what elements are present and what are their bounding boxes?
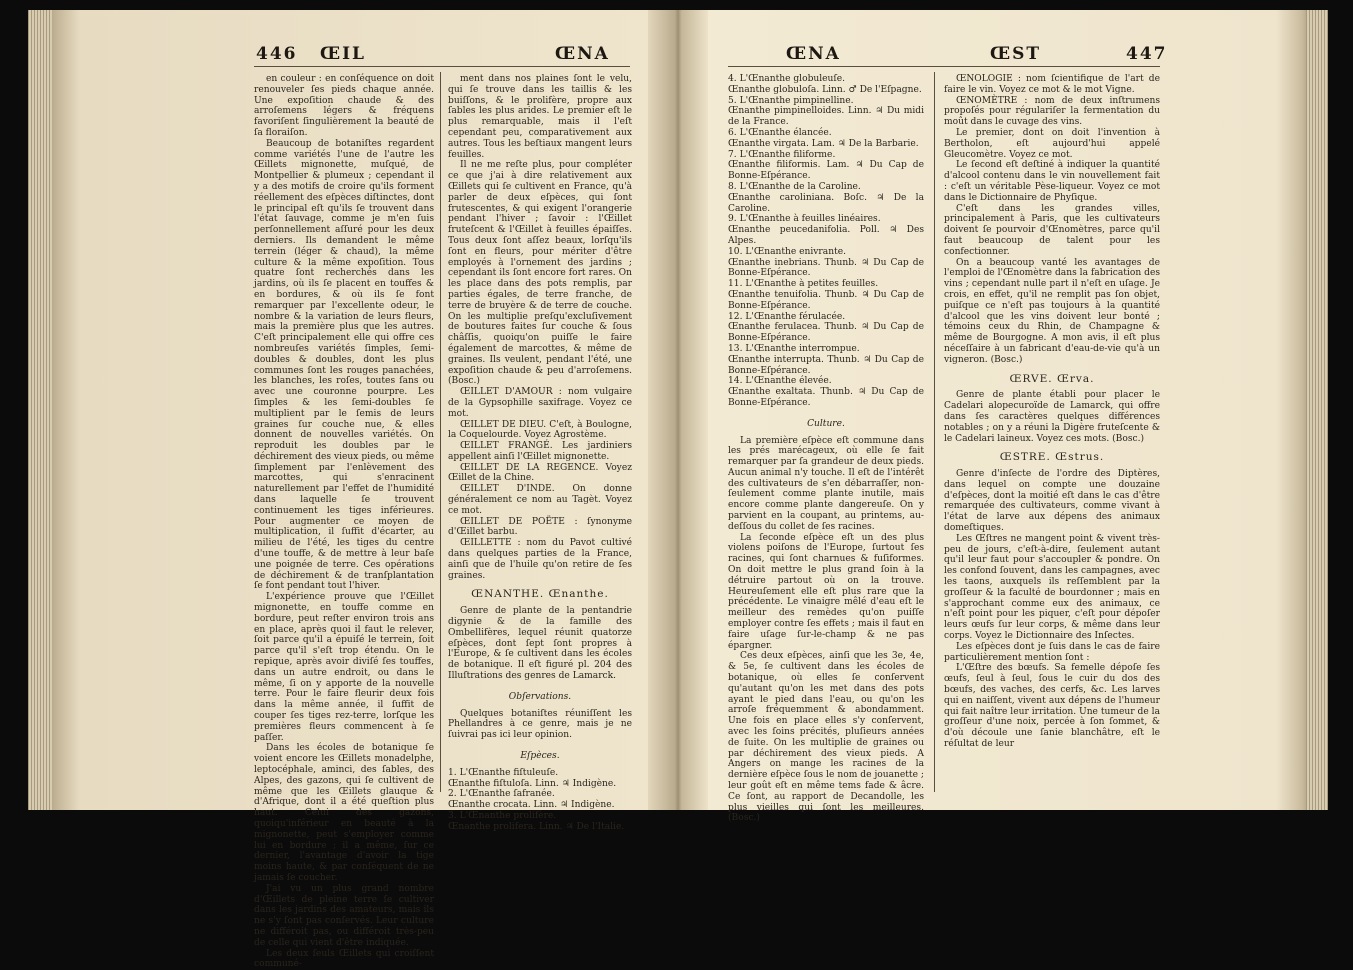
paragraph: Genre de plante de la pentandrie digynie & de la famille des Ombellifères, lequel réunit quatorze eſpèces, dont ſept ſont propres à l'Europe, & ſe cultivent dans les écoles de botanique. Il eſt figuré pl. 204 des Illuſtrations des genres de Lamarck.: [448, 606, 632, 682]
observations-text: Quelques botaniſtes réuniſſent les Phellandres à ce genre, mais je ne ſuivrai pas ici leur opinion.: [448, 708, 632, 741]
species-entry: Œnanthe globuloſa. Linn. ♂ De l'Eſpagne.: [728, 84, 922, 95]
species-entry: 13. L'Œnanthe interrompue.: [728, 343, 860, 354]
observations-heading: Obſervations.: [508, 691, 572, 702]
right-header-right: ŒST: [990, 44, 1041, 64]
species-entry: Œnanthe peucedanifolia. Poll. ♃ Des Alpes.: [728, 225, 924, 246]
entry-paragraph: C'eſt dans les grandes villes, principalement à Paris, que les cultivateurs doivent ſe pourvoir d'Œnomètres, parce qu'il faut beaucoup de talent pour les confectionner.: [944, 203, 1160, 257]
paragraph: Dans les écoles de botanique ſe voient encore les Œillets monadelphe, leptocéphale, aminci, des ſables, des Alpes, des gazons, qui ſe cultivent de même que les Œillets glauque & d'Afrique, dont il a été queſtion plus haut. Celui des gazons, quoiqu'inférieur en beauté à la mignonette, peut s'employer comme lui en bordure ; il a même, ſur ce dernier, l'avantage d'avoir la tige moins haute, & par conſéquent de ne jamais ſe coucher.: [254, 743, 434, 883]
entry-paragraph: ŒILLETTE : nom du Pavot cultivé dans quelques parties de la France, ainſi que de l'huile qu'on retire de ſes graines.: [448, 538, 632, 581]
entry-paragraph: Le ſecond eſt deſtiné à indiquer la quantité d'alcool contenu dans le vin nouvellement fait : c'eſt un véritable Pèse-liqueur. Voyez ce mot dans le Dictionnaire de Phyſique.: [944, 160, 1160, 203]
paragraph: Les Œſtres ne mangent point & vivent très-peu de jours, c'eſt-à-dire, ſeulement autant qu'il leur faut pour s'accoupler & pondre. On les confond ſouvent, dans les campagnes, avec les taons, auxquels ils reſſemblent par la groſſeur & la faculté de bourdonner ; mais en s'approchant comme eux des animaux, ce n'eſt point pour les piquer, c'eſt pour dépoſer leurs œufs ſur leur corps, & même dans leur corps. Voyez le Dictionnaire des Inſectes.: [944, 533, 1160, 642]
paragraph: en couleur : en conſéquence on doit renouveler ſes pieds chaque année. Une expoſition chaude & des arroſemens légers & fréquens favoriſent ſingulièrement la beauté de ſa floraiſon.: [254, 74, 434, 138]
entry-paragraph: Le premier, dont on doit l'invention à Bertholon, eſt aujourd'hui appelé Gleucomètre. Voyez ce mot.: [944, 127, 1160, 160]
species-entry: Œnanthe exaltata. Thunb. ♃ Du Cap de Bonne-Eſpérance.: [728, 387, 924, 408]
left-header-left: ŒIL: [320, 44, 366, 64]
header-rule-right: [728, 66, 1160, 67]
oestre-heading: ŒSTRE. Œstrus.: [999, 451, 1105, 464]
entry-paragraph: ŒILLET DE LA REGENCE. Voyez Œillet de la Chine.: [448, 462, 632, 484]
right-column-2: [944, 74, 1160, 750]
species-entry: Œnanthe interrupta. Thunb. ♃ Du Cap de Bonne-Eſpérance.: [728, 354, 924, 376]
left-column-2: [448, 74, 632, 833]
species-entry: 9. L'Œnanthe à feuilles linéaires.: [728, 214, 881, 225]
entry-paragraph: ŒILLET D'AMOUR : nom vulgaire de la Gypsophille saxifrage. Voyez ce mot.: [448, 387, 632, 419]
species-entry: 12. L'Œnanthe férulacée.: [728, 311, 846, 322]
species-entry: Œnanthe caroliniana. Boſc. ♃ De la Caroline.: [728, 192, 924, 214]
left-page: [28, 10, 648, 970]
entry-paragraph: ŒILLET DE DIEU. C'eſt, à Boulogne, la Coquelourde. Voyez Agrostème.: [448, 419, 632, 441]
entry-paragraph: ŒILLET DE POËTE : ſynonyme d'Œillet barbu.: [448, 516, 632, 538]
paragraph: La ſeconde eſpèce eſt un des plus violens poiſons de l'Europe, ſurtout ſes racines, qui ſont charnues & fuſiformes. On doit mettre le plus grand ſoin à la détruire partout où on la trouve. Heureuſement elle eſt plus rare que la précédente. Le vinaigre mêlé d'eau eſt le meilleur des remèdes qu'on puiſſe employer contre ſes effets ; mais il faut en faire uſage ſur-le-champ & ne pas épargner.: [728, 532, 924, 651]
species-entry: Œnanthe tenuifolia. Thunb. ♃ Du Cap de Bonne-Eſpérance.: [728, 289, 924, 311]
left-column-1: [254, 74, 434, 970]
oerve-text: Genre de plante établi pour placer le Cadelari alopecuroïde de Lamarck, qui offre dans ſes caractères quelques différences notables ; on y a réuni la Digère fruteſcente & le Cadelari laineux. Voyez ces mots. (Bosc.): [944, 390, 1160, 444]
paragraph: J'ai vu un plus grand nombre d'Œillets de pleine terre ſe cultiver dans les jardins des amateurs, mais ils ne s'y ſont pas conſervés. Leur culture ne différoit pas, ou différoit très-peu de celle qui vient d'être indiquée.: [254, 883, 434, 948]
paragraph: L'Œſtre des bœufs. Sa femelle dépoſe ſes œufs, ſeul à ſeul, ſous le cuir du dos des bœufs, des vaches, des cerfs, &c. Les larves qui en naiſſent, vivent aux dépens de l'humeur qui fait naître leur irritation. Une tumeur de la groſſeur d'une noix, percée à ſon ſommet, & d'où découle une ſanie blanchâtre, eſt le réſultat de leur: [944, 663, 1160, 750]
species-entry: 10. L'Œnanthe enivrante.: [728, 246, 846, 257]
paragraph: L'expérience prouve que l'Œillet mignonette, en touffe comme en bordure, peut reſter environ trois ans en place, après quoi il faut le relever, ſoit parce qu'il a épuiſé le terrein, ſoit parce qu'il s'eſt trop étendu. On le repique, après avoir diviſé ſes touffes, dans un autre endroit, ou dans le même, ſi on y apporte de la nouvelle terre. Pour le faire fleurir deux fois dans la même année, il ſuffit de couper ſes tiges rez-terre, lorſque les premières fleurs commencent à ſe paſſer.: [254, 592, 434, 743]
book-gutter: [648, 10, 708, 810]
oerve-heading: ŒRVE. Œrva.: [1009, 372, 1095, 385]
species-entry: Œnanthe virgata. Lam. ♃ De la Barbarie.: [728, 138, 919, 149]
paragraph: Les deux ſeuls Œillets qui croiſſent communé-: [254, 948, 434, 970]
species-entry: 4. L'Œnanthe globuleuſe.: [728, 74, 846, 84]
species-entry: 1. L'Œnanthe fiſtuleuſe.: [448, 767, 559, 778]
right-page: [708, 10, 1328, 824]
left-header-right: ŒNA: [555, 44, 610, 64]
paragraph: Les eſpèces dont je ſuis dans le cas de faire particulièrement mention ſont :: [944, 641, 1160, 663]
species-entry: 3. L'Œnanthe prolifère.: [448, 811, 557, 821]
species-entry: Œnanthe crocata. Linn. ♃ Indigène.: [448, 800, 615, 811]
species-entry: Œnanthe prolifera. Linn. ♃ De l'Italie.: [448, 821, 625, 832]
open-book: [28, 10, 1328, 970]
entry-paragraph: ŒNOLOGIE : nom ſcientifique de l'art de faire le vin. Voyez ce mot & le mot Vigne.: [944, 74, 1160, 95]
species-entry: 2. L'Œnanthe ſafranée.: [448, 789, 555, 800]
species-entry: Œnanthe inebrians. Thunb. ♃ Du Cap de Bonne-Eſpérance.: [728, 257, 924, 279]
species-entry: Œnanthe filiformis. Lam. ♃ Du Cap de Bonne-Eſpérance.: [728, 160, 924, 182]
culture-heading: Culture.: [807, 418, 845, 429]
oenanthe-heading: ŒNANTHE. Œnanthe.: [471, 588, 609, 601]
entry-paragraph: ŒILLET FRANGÉ. Les jardiniers appellent ainſi l'Œillet mignonette.: [448, 441, 632, 462]
especes-heading: Eſpèces.: [520, 751, 560, 762]
paragraph: La première eſpèce eſt commune dans les prés marécageux, où elle ſe fait remarquer par ſa grandeur de deux pieds. Aucun animal n'y touche. Il eſt de l'intérêt des cultivateurs de s'en débarraſſer, non-ſeulement comme plante inutile, mais encore comme plante dangereuſe. On y parvient en la coupant, au printems, au-deſſous du collet de ſes racines.: [728, 435, 924, 532]
species-entry: Œnanthe ferulacea. Thunb. ♃ Du Cap de Bonne-Eſpérance.: [728, 322, 924, 344]
paragraph: Beaucoup de botaniſtes regardent comme variétés l'une de l'autre les Œillets mignonette, muſqué, de Montpellier & plumeux ; cependant il y a des motifs de croire qu'ils forment réellement des eſpèces diſtinctes, dont le principal eſt qu'ils ſe trouvent dans l'état ſauvage, comme je m'en ſuis perſonnellement aſſuré pour les deux derniers. Ils demandent le même terrein (léger & chaud), la même culture & la même expoſition. Tous quatre ſont recherchés dans les jardins, où ils ſe placent en touffes & en bordures, & où ils ſe font remarquer par l'excellente odeur, le nombre & la variation de leurs fleurs, mais la première plus que les autres. C'eſt principalement elle qui offre ces nombreuſes variétés ſimples, ſemi-doubles & doubles, dont les plus communes ſont les rouges panachées, les blanches, les roſes, toutes ſans ou avec une couronne pourpre. Les ſimples & les ſemi-doubles ſe multiplient par le ſemis de leurs graines ſur couche nue, & elles donnent de nouvelles variétés. On reproduit les doubles par le déchirement des vieux pieds, ou même ſimplement par l'enlèvement des marcottes, qui s'enracinent naturellement par l'effet de l'humidité dans laquelle ſe trouvent continuement les tiges inférieures. Pour augmenter ce moyen de multiplication, il ſuffit d'écarter, au milieu de l'été, les tiges du centre d'une touffe, & de mettre à leur baſe une poignée de terre. Ces opérations de déchirement & de tranſplantation ſe font pendant tout l'hiver.: [254, 138, 434, 592]
species-entry: 7. L'Œnanthe filiforme.: [728, 149, 836, 160]
header-rule: [254, 66, 630, 67]
species-entry: 8. L'Œnanthe de la Caroline.: [728, 181, 861, 192]
paragraph: Ces deux eſpèces, ainſi que les 3e, 4e, & 5e, ſe cultivent dans les écoles de botanique, où elles ſe conſervent qu'autant qu'on les met dans des pots ayant le pied dans l'eau, ou qu'on les arroſe fréquemment & abondamment. Une fois en place elles s'y conſervent, avec les ſoins précités, pluſieurs années de ſuite. On les multiplie de graines ou par déchirement des vieux pieds. A Angers on mange les racines de la dernière eſpèce ſous le nom de jouanette ; leur goût eſt en même tems fade & âcre. Ce ſont, au rapport de Decandolle, les plus vieilles qui ſont les meilleures. (Bosc.): [728, 651, 924, 824]
entry-paragraph: ŒILLET D'INDE. On donne généralement ce nom au Tagèt. Voyez ce mot.: [448, 484, 632, 516]
right-page-number: 447: [1126, 44, 1168, 64]
species-entry: 5. L'Œnanthe pimpinelline.: [728, 95, 854, 106]
left-page-number: 446: [256, 44, 298, 64]
entry-paragraph: On a beaucoup vanté les avantages de l'emploi de l'Œnomètre dans la fabrication des vins ; cependant nulle part il n'eſt en uſage. Je crois, en effet, qu'il ne remplit pas ſon objet, puiſque ce n'eſt pas toujours à la quantité d'alcool que les vins doivent leur bonté ; témoins ceux du Rhin, de Champagne & même de Bourgogne. A mon avis, il eſt plus néceſſaire à un fabricant d'eau-de-vie qu'à un vigneron. (Bosc.): [944, 257, 1160, 365]
species-entry: 11. L'Œnanthe à petites feuilles.: [728, 279, 879, 290]
species-entry: Œnanthe pimpinelloides. Linn. ♃ Du midi de la France.: [728, 106, 924, 128]
right-header-left: ŒNA: [786, 44, 841, 64]
right-column-1: [728, 74, 924, 824]
species-entry: 14. L'Œnanthe élevée.: [728, 376, 832, 387]
species-entry: 6. L'Œnanthe élancée.: [728, 127, 832, 138]
paragraph: Genre d'inſecte de l'ordre des Diptères, dans lequel on compte une douzaine d'eſpèces, dont la moitié eſt dans le cas d'être remarquée des cultivateurs, comme vivant à l'état de larve aux dépens des animaux domeſtiques.: [944, 469, 1160, 534]
entry-paragraph: ment dans nos plaines ſont le velu, qui ſe trouve dans les taillis & les buiſſons, & le prolifère, propre aux ſables les plus arides. Le premier eſt le plus remarquable, mais il l'eſt cependant peu, comparativement aux autres. Tous les beſtiaux mangent leurs feuilles.: [448, 74, 632, 160]
column-rule-right: [934, 72, 935, 792]
species-entry: Œnanthe fiſtuloſa. Linn. ♃ Indigène.: [448, 778, 617, 789]
entry-paragraph: Il ne me reſte plus, pour compléter ce que j'ai à dire relativement aux Œillets qui ſe cultivent en France, qu'à parler de deux eſpèces, qui ſont frutescentes, & qui exigent l'orangerie pendant l'hiver ; ſavoir : l'Œillet fruteſcent & l'Œillet à feuilles épaiſſes. Tous deux ſont aſſez beaux, lorſqu'ils ſont en fleurs, pour mériter d'être employés à l'ornement des jardins ; cependant ils ſont encore fort rares. On les place dans des pots remplis, par parties égales, de terre franche, de terre de bruyère & de terre de couche. On les multiplie preſqu'excluſivement de boutures faites ſur couche & ſous châſſis, quoiqu'on puiſſe le faire également de marcottes, & même de graines. Ils veulent, pendant l'été, une expoſition chaude & peu d'arroſemens. (Bosc.): [448, 160, 632, 387]
column-rule: [440, 72, 441, 792]
entry-paragraph: ŒNOMÈTRE : nom de deux inſtrumens propoſés pour régulariſer la fermentation du moût dans le cuvage des vins.: [944, 95, 1160, 128]
